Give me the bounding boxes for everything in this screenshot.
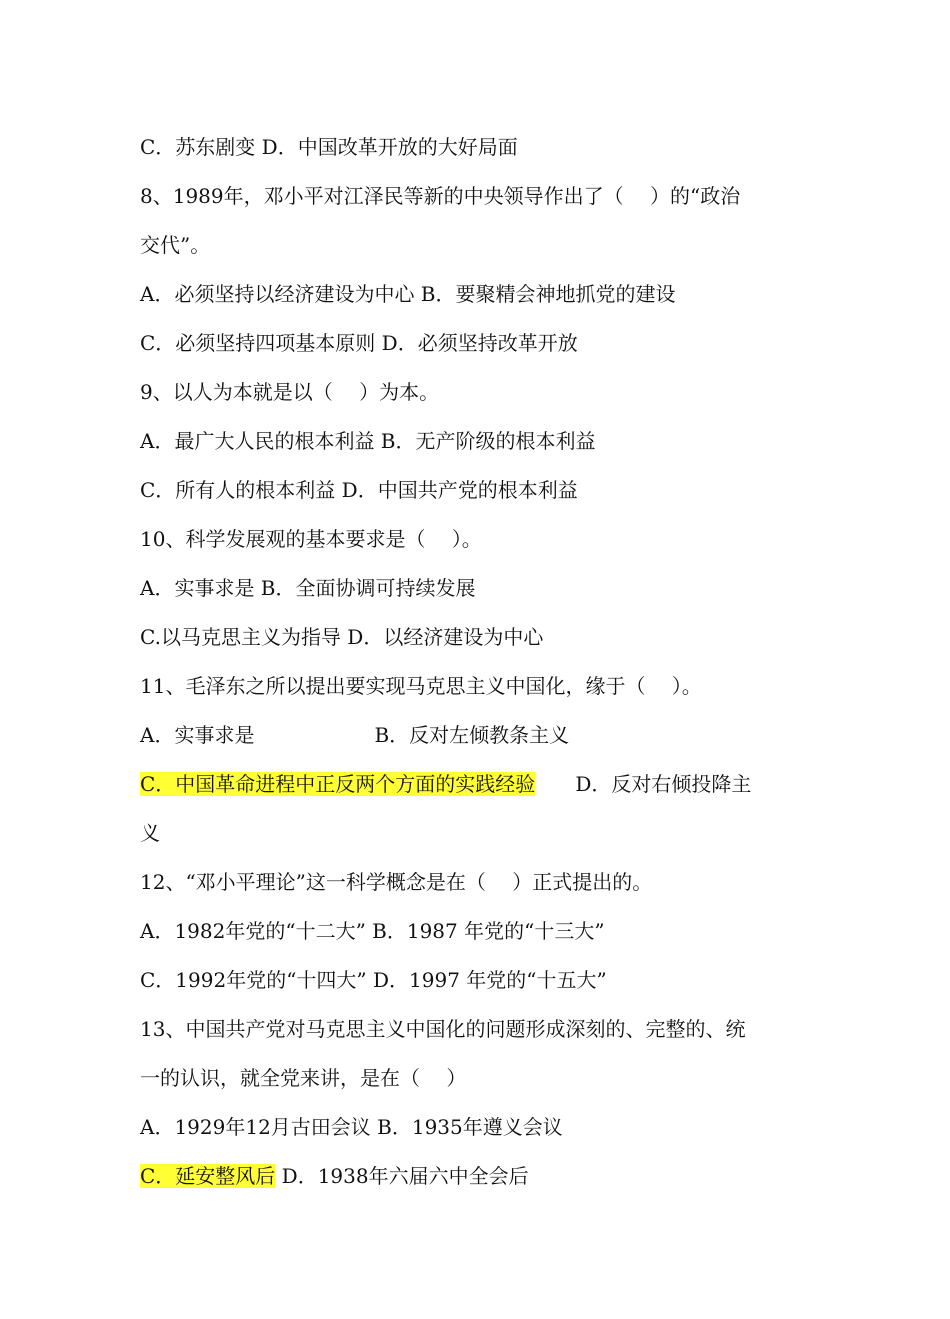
question-11: 11、毛泽东之所以提出要实现马克思主义中国化，缘于（ ）。: [140, 674, 702, 698]
question-9: 9、以人为本就是以（ ）为本。: [140, 380, 440, 404]
option-q11-a: A．实事求是: [140, 723, 255, 747]
option-q13-c-highlighted: C．延安整风后: [140, 1164, 276, 1188]
option-q11-d: D．反对右倾投降主: [575, 772, 752, 796]
option-line-q12-ab: A．1982年党的“十二大” B．1987 年党的“十三大”: [140, 919, 605, 943]
option-q11-c-highlighted: C．中国革命进程中正反两个方面的实践经验: [140, 772, 536, 796]
question-12: 12、“邓小平理论”这一科学概念是在（ ）正式提出的。: [140, 870, 653, 894]
option-line-q11-ab: [140, 722, 569, 748]
option-line-q8-cd: C．必须坚持四项基本原则 D．必须坚持改革开放: [140, 331, 578, 355]
option-q13-d: D．1938年六届六中全会后: [275, 1164, 529, 1188]
question-10: 10、科学发展观的基本要求是（ ）。: [140, 527, 482, 551]
option-q11-d-continuation: 义: [140, 821, 160, 845]
option-line-q10-ab: A．实事求是 B．全面协调可持续发展: [140, 576, 476, 600]
option-line-q13-cd: [140, 1163, 529, 1189]
question-8-continuation: 交代”。: [140, 233, 211, 257]
question-13-continuation: 一的认识，就全党来讲，是在（ ）: [140, 1066, 467, 1090]
question-8: 8、1989年，邓小平对江泽民等新的中央领导作出了（ ）的“政治: [140, 184, 741, 208]
option-line-q11-cd: [140, 771, 751, 797]
option-line-q9-ab: A．最广大人民的根本利益 B．无产阶级的根本利益: [140, 429, 596, 453]
option-line-q10-cd: C.以马克思主义为指导 D．以经济建设为中心: [140, 625, 544, 649]
option-line-q9-cd: C．所有人的根本利益 D．中国共产党的根本利益: [140, 478, 578, 502]
option-line-q13-ab: A．1929年12月古田会议 B．1935年遵义会议: [140, 1115, 563, 1139]
option-line-q12-cd: C．1992年党的“十四大” D．1997 年党的“十五大”: [140, 968, 607, 992]
option-q11-b: B．反对左倾教条主义: [374, 723, 570, 747]
option-line-q7-cd: C．苏东剧变 D．中国改革开放的大好局面: [140, 135, 518, 159]
question-13: 13、中国共产党对马克思主义中国化的问题形成深刻的、完整的、统: [140, 1017, 746, 1041]
option-line-q8-ab: A．必须坚持以经济建设为中心 B．要聚精会神地抓党的建设: [140, 282, 676, 306]
